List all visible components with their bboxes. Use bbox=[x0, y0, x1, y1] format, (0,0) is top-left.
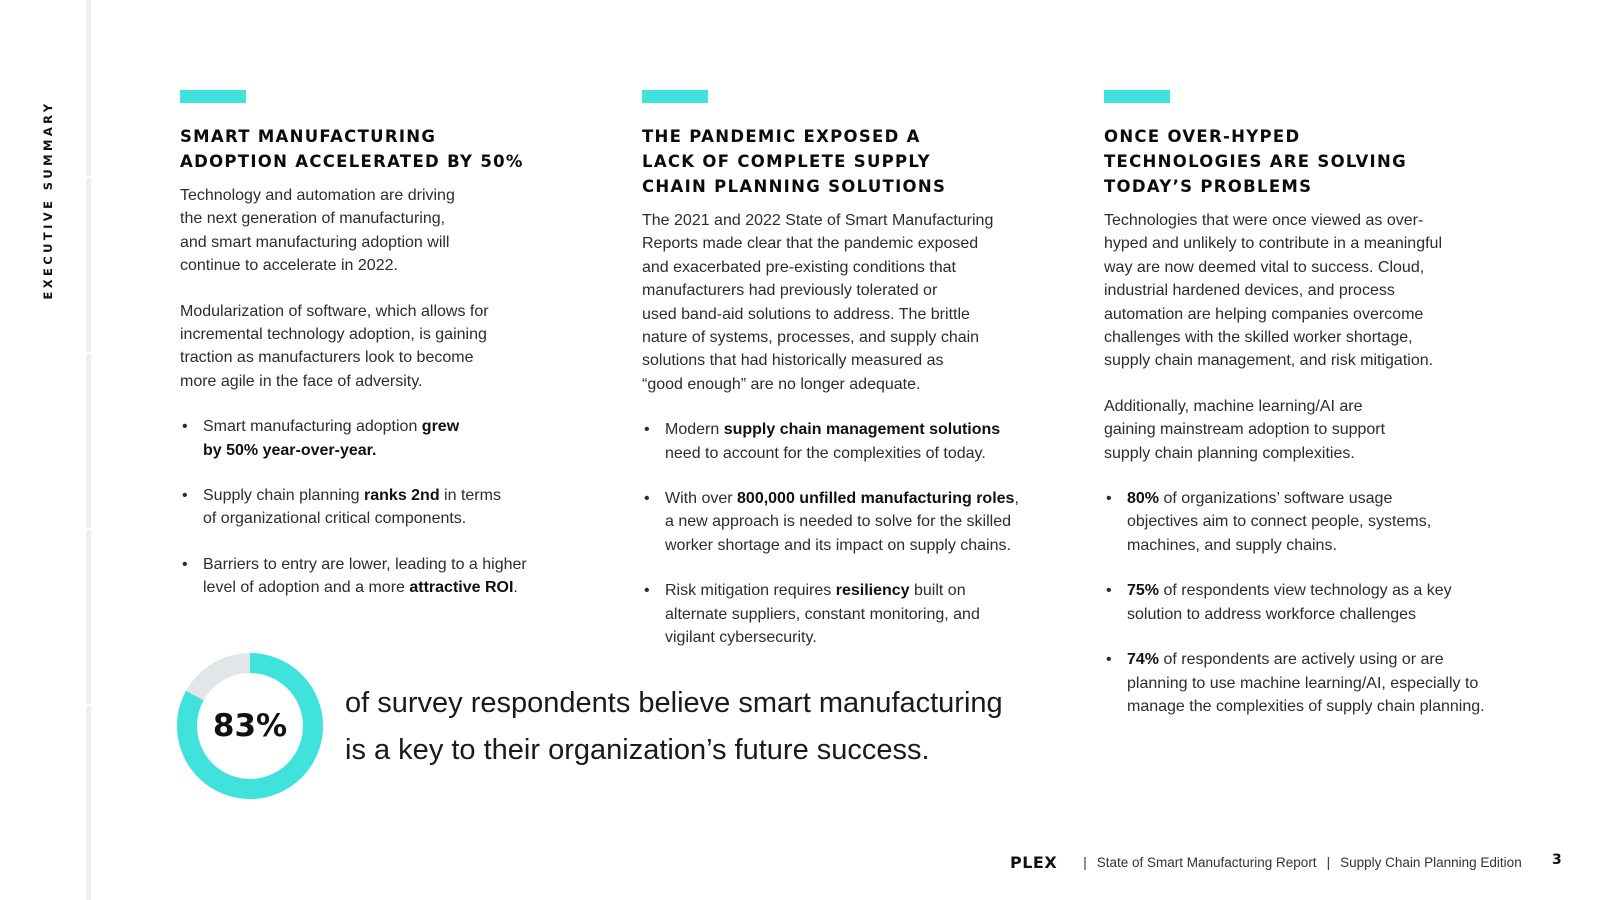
accent-bar bbox=[642, 90, 708, 103]
paragraph-line: manufacturers had previously tolerated or bbox=[642, 282, 938, 300]
emphasis: attractive ROI bbox=[409, 579, 514, 597]
paragraph-line: way are now deemed vital to success. Cloud, bbox=[1104, 258, 1425, 276]
bullet-dot: • bbox=[644, 490, 650, 508]
text-run: . bbox=[513, 579, 518, 597]
paragraph-line: nature of systems, processes, and supply chain bbox=[642, 329, 980, 347]
heading-line: LACK OF COMPLETE SUPPLY bbox=[642, 152, 931, 171]
heading-line: SMART MANUFACTURING bbox=[180, 127, 437, 146]
bullet-line bbox=[1127, 648, 1534, 671]
paragraph-line: supply chain management, and risk mitigation. bbox=[1104, 352, 1434, 370]
text-run: manage the complexities of supply chain planning. bbox=[1127, 697, 1485, 715]
emphasis: 800,000 unfilled manufacturing roles bbox=[737, 490, 1015, 508]
text-run: need to account for the complexities of today. bbox=[665, 444, 986, 462]
rail-divider bbox=[86, 704, 91, 706]
body-paragraph bbox=[180, 184, 610, 278]
emphasis: 80% bbox=[1127, 490, 1160, 508]
bullet-item bbox=[180, 415, 610, 462]
emphasis: 74% bbox=[1127, 651, 1160, 669]
bullet-line bbox=[1127, 672, 1534, 695]
bullet-line bbox=[665, 626, 1072, 649]
bullet-line bbox=[1127, 579, 1534, 602]
text-run: alternate suppliers, constant monitoring, and bbox=[665, 605, 980, 623]
bullet-line bbox=[665, 510, 1072, 533]
left-rail bbox=[86, 0, 91, 900]
footer-separator: | bbox=[1326, 855, 1331, 870]
text-run: , bbox=[1014, 490, 1019, 508]
bullet-line bbox=[665, 487, 1072, 510]
bullet-line bbox=[203, 484, 610, 507]
bullet-dot: • bbox=[1106, 582, 1112, 600]
emphasis: supply chain management solutions bbox=[723, 421, 1001, 439]
paragraph-line: and smart manufacturing adoption will bbox=[180, 233, 450, 251]
heading-line: THE PANDEMIC EXPOSED A bbox=[642, 127, 921, 146]
rail-divider bbox=[86, 176, 91, 178]
bullet-dot: • bbox=[644, 421, 650, 439]
rail-divider bbox=[86, 352, 91, 354]
bullet-item bbox=[1104, 579, 1534, 626]
bullet-dot: • bbox=[1106, 490, 1112, 508]
stat-value: 83% bbox=[212, 708, 288, 744]
bullet-line bbox=[665, 534, 1072, 557]
column-heading bbox=[1104, 124, 1534, 199]
paragraph-line: challenges with the skilled worker shortage, bbox=[1104, 329, 1413, 347]
bullet-line bbox=[665, 442, 1072, 465]
bullet-dot: • bbox=[1106, 651, 1112, 669]
body-paragraph bbox=[642, 209, 1072, 396]
bullet-dot: • bbox=[182, 555, 188, 573]
paragraph-line: incremental technology adoption, is gaining bbox=[180, 326, 487, 344]
rail-divider bbox=[86, 528, 91, 530]
column-adoption bbox=[180, 90, 610, 622]
text-run: Supply chain planning bbox=[203, 487, 365, 505]
bullet-item bbox=[1104, 648, 1534, 718]
bullet-line bbox=[665, 603, 1072, 626]
paragraph-line: continue to accelerate in 2022. bbox=[180, 257, 398, 275]
paragraph-line: automation are helping companies overcome bbox=[1104, 305, 1424, 323]
paragraph-line: more agile in the face of adversity. bbox=[180, 372, 423, 390]
heading-line: TODAY’S PROBLEMS bbox=[1104, 177, 1313, 196]
accent-bar bbox=[180, 90, 246, 103]
paragraph-line: the next generation of manufacturing, bbox=[180, 210, 446, 228]
stat-text-line: of survey respondents believe smart manufacturing bbox=[345, 687, 1003, 719]
paragraph-line: gaining mainstream adoption to support bbox=[1104, 421, 1386, 439]
bullet-line bbox=[1127, 603, 1534, 626]
text-run: With over bbox=[665, 490, 738, 508]
page-number: 3 bbox=[1552, 852, 1562, 868]
heading-line: CHAIN PLANNING SOLUTIONS bbox=[642, 177, 947, 196]
paragraph-line: “good enough” are no longer adequate. bbox=[642, 375, 921, 393]
bullet-line bbox=[203, 439, 610, 462]
emphasis: grew bbox=[421, 418, 460, 436]
section-label: EXECUTIVE SUMMARY bbox=[41, 100, 55, 300]
text-run: worker shortage and its impact on supply chains. bbox=[665, 536, 1011, 554]
text-run: solution to address workforce challenges bbox=[1127, 605, 1417, 623]
text-run: of organizations’ software usage bbox=[1159, 490, 1393, 508]
text-run: Modern bbox=[665, 421, 724, 439]
bullet-item bbox=[1104, 487, 1534, 557]
bullet-dot: • bbox=[182, 418, 188, 436]
text-run: built on bbox=[909, 582, 966, 600]
bullet-item bbox=[180, 553, 610, 600]
text-run: Barriers to entry are lower, leading to a higher bbox=[203, 555, 527, 573]
bullet-line bbox=[203, 576, 610, 599]
text-run: level of adoption and a more bbox=[203, 579, 410, 597]
bullet-list bbox=[1104, 487, 1534, 718]
text-run: Risk mitigation requires bbox=[665, 582, 836, 600]
body-paragraph bbox=[1104, 209, 1534, 373]
text-run: machines, and supply chains. bbox=[1127, 536, 1337, 554]
edition-label: Supply Chain Planning Edition bbox=[1340, 855, 1522, 870]
text-run: in terms bbox=[439, 487, 501, 505]
paragraph-line: hyped and unlikely to contribute in a meaningful bbox=[1104, 235, 1442, 253]
stat-ring bbox=[176, 652, 324, 800]
emphasis: by 50% year-over-year. bbox=[203, 441, 377, 459]
paragraph-line: supply chain planning complexities. bbox=[1104, 444, 1355, 462]
bullet-line bbox=[1127, 487, 1534, 510]
text-run: a new approach is needed to solve for the skilled bbox=[665, 513, 1011, 531]
emphasis: 75% bbox=[1127, 582, 1160, 600]
bullet-item bbox=[642, 418, 1072, 465]
text-run: of respondents view technology as a key bbox=[1159, 582, 1452, 600]
bullet-item bbox=[642, 579, 1072, 649]
bullet-item bbox=[180, 484, 610, 531]
paragraph-line: industrial hardened devices, and process bbox=[1104, 282, 1395, 300]
plex-logo: PLEX bbox=[1010, 853, 1058, 872]
accent-bar bbox=[1104, 90, 1170, 103]
paragraph-line: Modularization of software, which allows for bbox=[180, 302, 489, 320]
text-run: vigilant cybersecurity. bbox=[665, 629, 817, 647]
column-technologies bbox=[1104, 90, 1534, 740]
bullet-line bbox=[1127, 510, 1534, 533]
paragraph-line: The 2021 and 2022 State of Smart Manufacturing bbox=[642, 212, 994, 229]
bullet-line bbox=[665, 579, 1072, 602]
text-run: of respondents are actively using or are bbox=[1159, 651, 1444, 669]
text-run: objectives aim to connect people, systems, bbox=[1127, 513, 1432, 531]
bullet-line bbox=[203, 415, 610, 438]
bullet-line bbox=[203, 507, 610, 530]
footer bbox=[1010, 853, 1522, 872]
emphasis: resiliency bbox=[835, 582, 910, 600]
bullet-line bbox=[665, 418, 1072, 441]
bullet-list bbox=[180, 415, 610, 599]
bullet-item bbox=[642, 487, 1072, 557]
bullet-list bbox=[642, 418, 1072, 649]
column-heading bbox=[642, 124, 1072, 199]
text-run: planning to use machine learning/AI, especially to bbox=[1127, 674, 1479, 692]
paragraph-line: used band-aid solutions to address. The brittle bbox=[642, 305, 970, 323]
paragraph-line: Additionally, machine learning/AI are bbox=[1104, 397, 1363, 415]
paragraph-line: Technology and automation are driving bbox=[180, 187, 455, 204]
text-run: of organizational critical components. bbox=[203, 510, 467, 528]
body-paragraph bbox=[1104, 395, 1534, 465]
paragraph-line: Technologies that were once viewed as over- bbox=[1104, 212, 1424, 229]
text-run: Smart manufacturing adoption bbox=[203, 418, 422, 436]
bullet-dot: • bbox=[182, 487, 188, 505]
report-title: State of Smart Manufacturing Report bbox=[1096, 855, 1317, 870]
heading-line: TECHNOLOGIES ARE SOLVING bbox=[1104, 152, 1407, 171]
stat-text-line: is a key to their organization’s future success. bbox=[345, 734, 930, 766]
paragraph-line: Reports made clear that the pandemic exposed bbox=[642, 235, 979, 253]
bullet-line bbox=[1127, 534, 1534, 557]
paragraph-line: traction as manufacturers look to become bbox=[180, 349, 474, 367]
bullet-dot: • bbox=[644, 582, 650, 600]
column-pandemic bbox=[642, 90, 1072, 672]
paragraph-line: and exacerbated pre-existing conditions that bbox=[642, 258, 956, 276]
bullet-line bbox=[1127, 695, 1534, 718]
bullet-line bbox=[203, 553, 610, 576]
paragraph-line: solutions that had historically measured as bbox=[642, 352, 944, 370]
emphasis: ranks 2nd bbox=[364, 487, 440, 505]
heading-line: ONCE OVER-HYPED bbox=[1104, 127, 1301, 146]
footer-separator: | bbox=[1083, 855, 1087, 870]
column-heading bbox=[180, 124, 610, 174]
stat-text bbox=[345, 680, 1003, 774]
body-paragraph bbox=[180, 300, 610, 394]
heading-line: ADOPTION ACCELERATED BY 50% bbox=[180, 152, 524, 171]
